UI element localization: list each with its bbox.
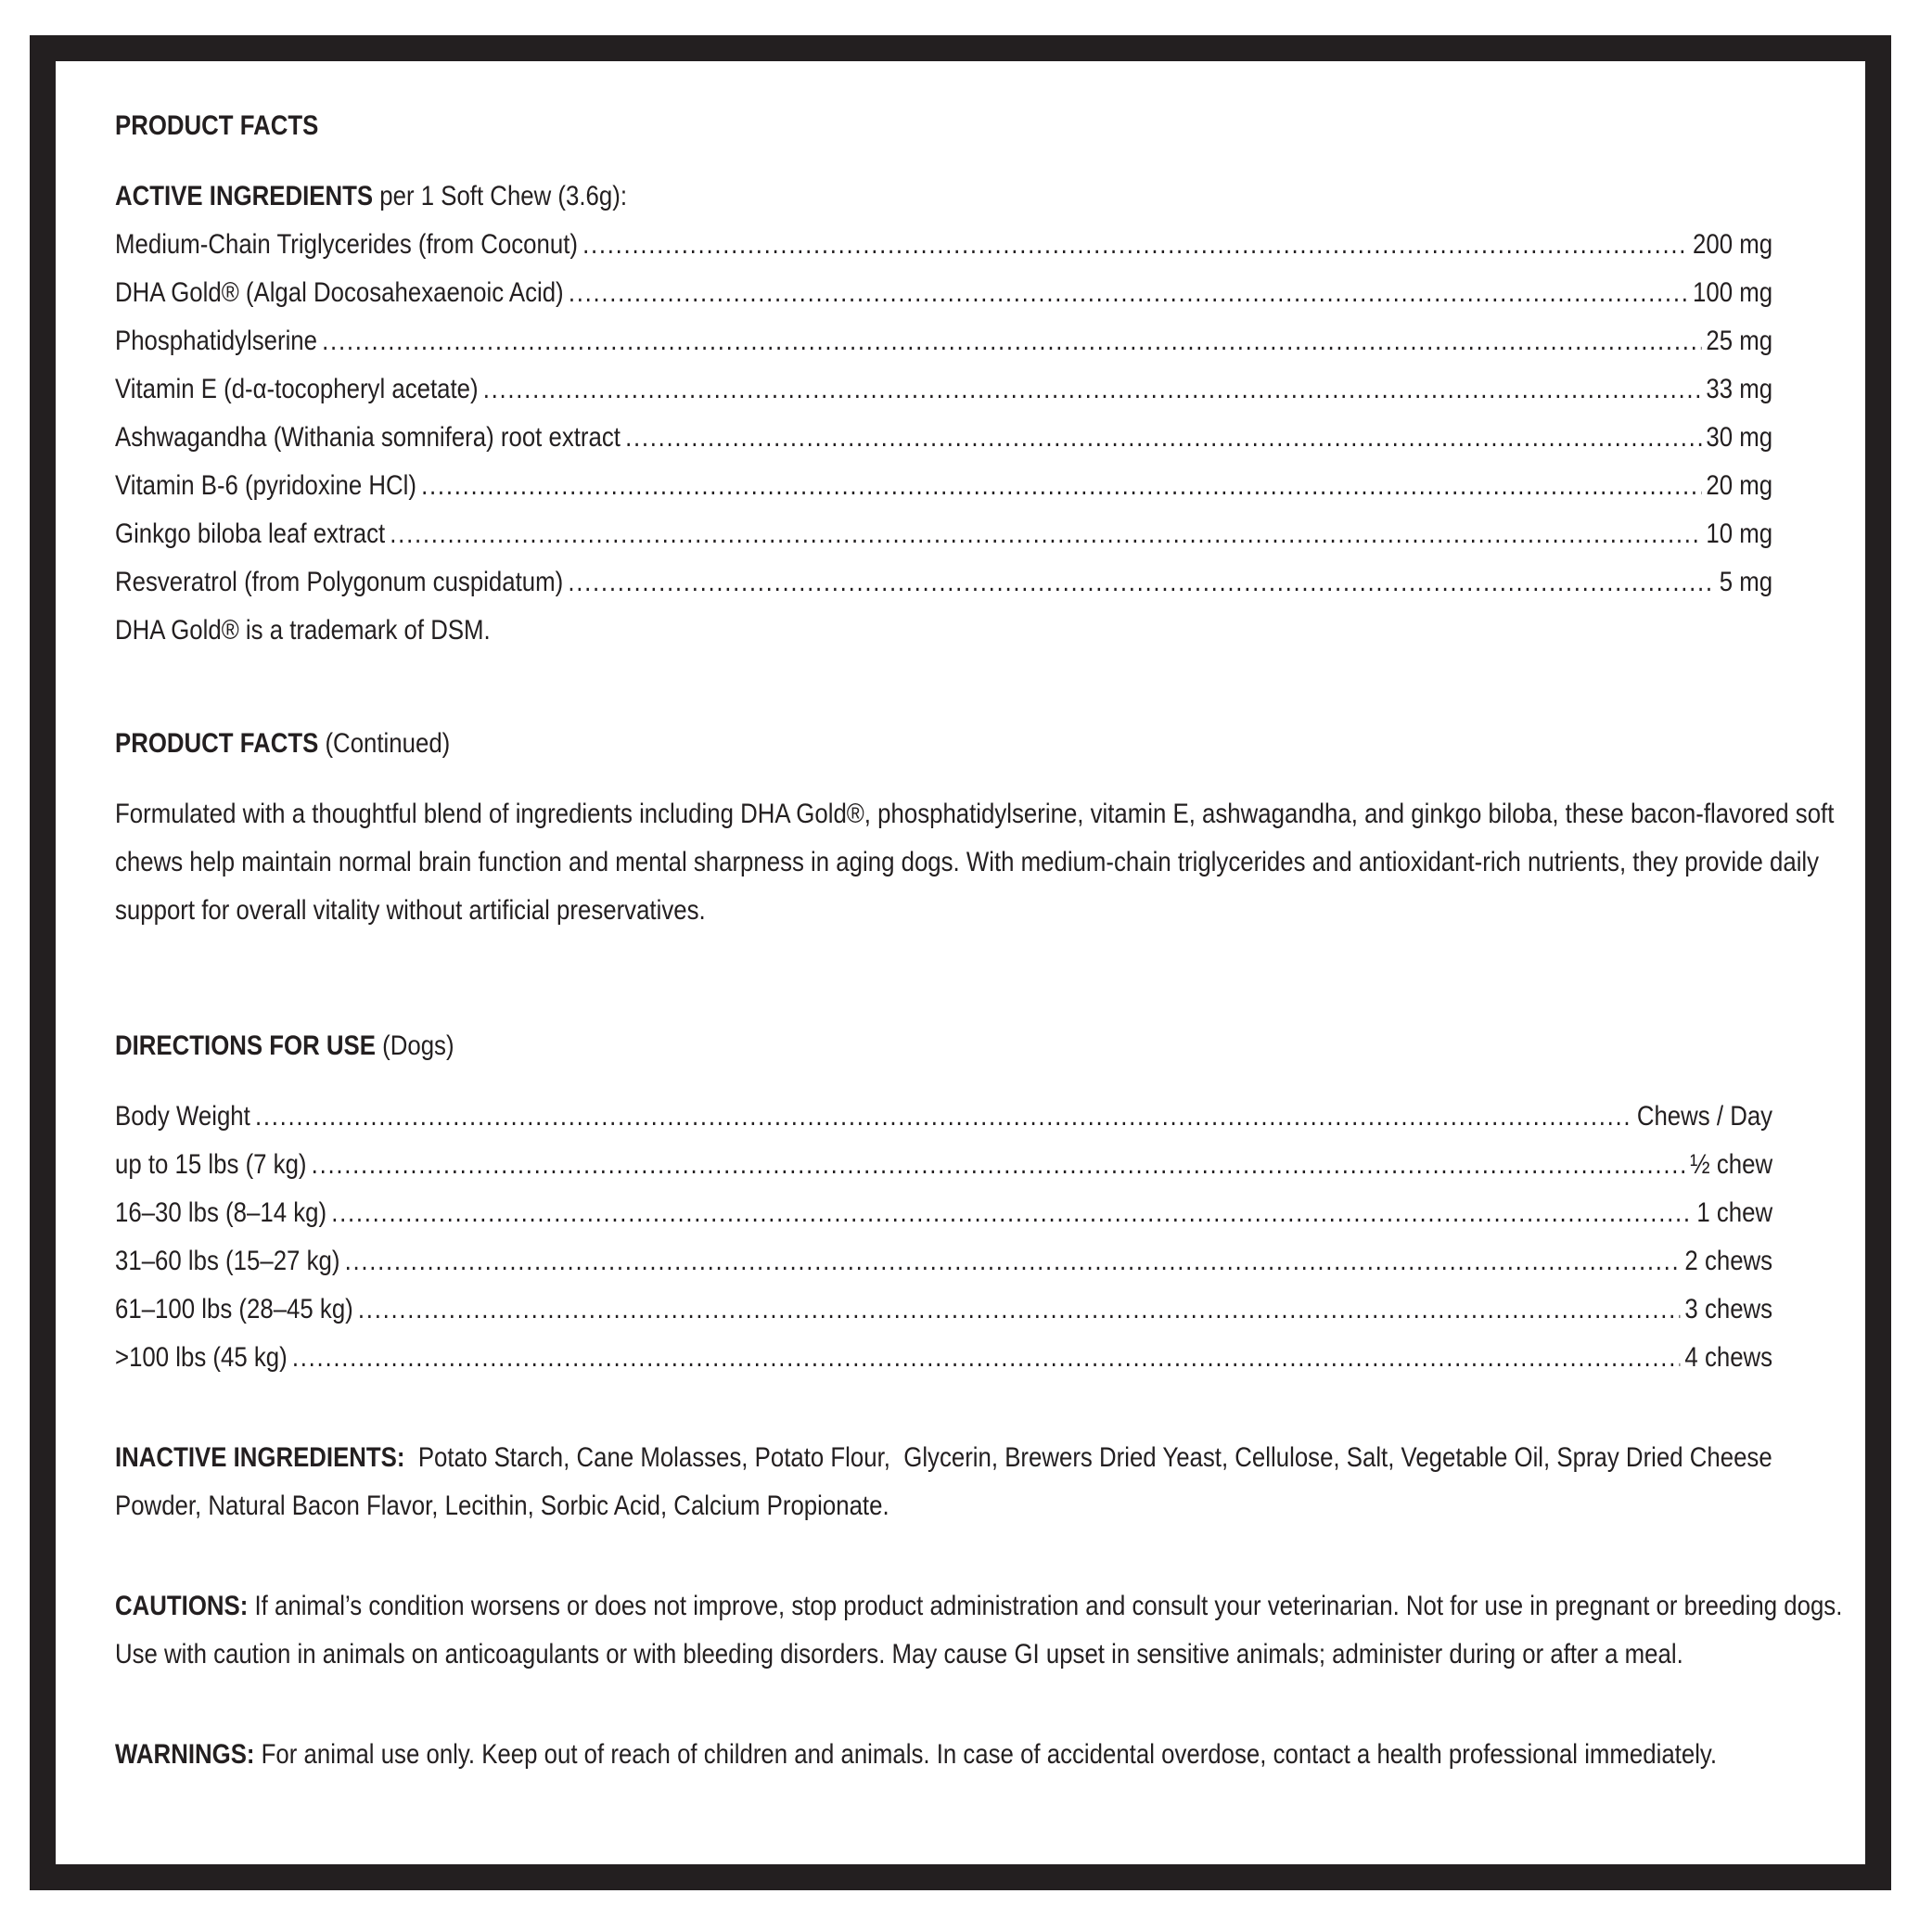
dot-leader bbox=[345, 1237, 1681, 1286]
ingredient-row bbox=[115, 269, 1772, 317]
dosage-dose: 3 chews bbox=[1684, 1294, 1773, 1324]
dosage-dose: 4 chews bbox=[1684, 1342, 1773, 1373]
dot-leader bbox=[255, 1093, 1632, 1141]
ingredient-amount: 20 mg bbox=[1706, 470, 1773, 501]
ingredient-name: Ashwagandha (Withania somnifera) root extract bbox=[115, 422, 621, 453]
ingredient-amount: 100 mg bbox=[1693, 277, 1773, 308]
dot-leader bbox=[483, 365, 1701, 414]
dosage-row bbox=[115, 1189, 1772, 1237]
directions-suffix: (Dogs) bbox=[375, 1030, 454, 1061]
dosage-dose: 2 chews bbox=[1684, 1246, 1773, 1276]
ingredient-name: Ginkgo biloba leaf extract bbox=[115, 518, 386, 549]
dosage-weight: >100 lbs (45 kg) bbox=[115, 1342, 288, 1373]
directions-title: DIRECTIONS FOR USE bbox=[115, 1030, 376, 1061]
active-ingredients-heading bbox=[115, 173, 1850, 221]
dosage-weight: up to 15 lbs (7 kg) bbox=[115, 1149, 307, 1180]
ingredient-amount: 33 mg bbox=[1706, 374, 1773, 404]
dosage-dose: 1 chew bbox=[1696, 1197, 1773, 1228]
dot-leader bbox=[421, 462, 1701, 510]
warnings bbox=[115, 1731, 1850, 1779]
dosage-header-row bbox=[115, 1093, 1772, 1141]
dot-leader bbox=[569, 269, 1688, 317]
dot-leader bbox=[625, 414, 1701, 462]
warnings-text: For animal use only. Keep out of reach of children and animals. In case of accidental overdose, contact a health professional immediately. bbox=[254, 1739, 1718, 1770]
dot-leader bbox=[568, 558, 1714, 607]
ingredient-name: DHA Gold® (Algal Docosahexaenoic Acid) bbox=[115, 277, 564, 308]
inactive-label: INACTIVE INGREDIENTS: bbox=[115, 1442, 405, 1473]
ingredient-amount: 30 mg bbox=[1706, 422, 1773, 453]
active-ingredients-label: ACTIVE INGREDIENTS bbox=[115, 181, 374, 211]
active-ingredients-serving: per 1 Soft Chew (3.6g): bbox=[373, 181, 628, 211]
dosage-weight-header: Body Weight bbox=[115, 1101, 250, 1132]
continued-heading bbox=[115, 720, 1850, 768]
dosage-weight: 31–60 lbs (15–27 kg) bbox=[115, 1246, 340, 1276]
dot-leader bbox=[312, 1141, 1685, 1189]
dot-leader bbox=[390, 510, 1701, 558]
ingredient-row bbox=[115, 510, 1772, 558]
dosage-row bbox=[115, 1141, 1772, 1189]
ingredient-row bbox=[115, 558, 1772, 607]
product-facts-title: PRODUCT FACTS bbox=[115, 110, 319, 141]
ingredient-name: Medium-Chain Triglycerides (from Coconut) bbox=[115, 229, 578, 260]
dot-leader bbox=[582, 221, 1688, 269]
dot-leader bbox=[292, 1334, 1680, 1382]
label-content bbox=[115, 102, 1843, 1779]
ingredient-amount: 25 mg bbox=[1706, 326, 1773, 356]
ingredient-name: Vitamin B-6 (pyridoxine HCl) bbox=[115, 470, 416, 501]
ingredient-row bbox=[115, 462, 1772, 510]
dosage-dose-header: Chews / Day bbox=[1636, 1101, 1773, 1132]
dosage-weight: 16–30 lbs (8–14 kg) bbox=[115, 1197, 327, 1228]
continued-suffix: (Continued) bbox=[318, 728, 451, 759]
cautions-label: CAUTIONS: bbox=[115, 1591, 249, 1621]
ingredient-row bbox=[115, 365, 1772, 414]
inactive-text: Potato Starch, Cane Molasses, Potato Flour, Glycerin, Brewers Dried Yeast, Cellulose, Salt, Vegetable Oil, Spray Dried Cheese Powder, Natural Bacon Flavor, Lecithin, Sorbic Acid, Calcium Propionate. bbox=[115, 1442, 1779, 1521]
inactive-ingredients bbox=[115, 1434, 1850, 1530]
ingredient-name: Resveratrol (from Polygonum cuspidatum) bbox=[115, 567, 564, 597]
directions-heading bbox=[115, 1022, 1850, 1070]
ingredient-amount: 5 mg bbox=[1719, 567, 1773, 597]
ingredient-name: Vitamin E (d-α-tocopheryl acetate) bbox=[115, 374, 479, 404]
trademark-note: DHA Gold® is a trademark of DSM. bbox=[115, 615, 491, 646]
dosage-row bbox=[115, 1334, 1772, 1382]
warnings-label: WARNINGS: bbox=[115, 1739, 255, 1770]
dosage-dose: ½ chew bbox=[1690, 1149, 1773, 1180]
ingredient-row bbox=[115, 317, 1772, 365]
dosage-row bbox=[115, 1286, 1772, 1334]
cautions bbox=[115, 1582, 1850, 1679]
ingredient-name: Phosphatidylserine bbox=[115, 326, 318, 356]
description-paragraph: Formulated with a thoughtful blend of ingredients including DHA Gold®, phosphatidylserine, vitamin E, ashwagandha, and ginkgo biloba, these bacon-flavored soft chews help maintain normal brain function and mental sharpness in aging dogs. With medium-chain triglycerides and antioxidant-rich nutrients, they provide daily support for overall vitality without artificial preservatives. bbox=[115, 799, 1835, 926]
dosage-weight: 61–100 lbs (28–45 kg) bbox=[115, 1294, 353, 1324]
continued-title: PRODUCT FACTS bbox=[115, 728, 319, 759]
dosage-row bbox=[115, 1237, 1772, 1286]
dot-leader bbox=[331, 1189, 1692, 1237]
dot-leader bbox=[358, 1286, 1680, 1334]
ingredient-row bbox=[115, 221, 1772, 269]
cautions-text: If animal’s condition worsens or does not improve, stop product administration and consult your veterinarian. Not for use in pregnant or breeding dogs. Use with caution in animals on anticoagulants or with bleeding disorders. May cause GI upset in sensitive animals; administer during or after a meal. bbox=[115, 1591, 1843, 1670]
ingredient-amount: 200 mg bbox=[1693, 229, 1773, 260]
ingredient-row bbox=[115, 414, 1772, 462]
dot-leader bbox=[322, 317, 1701, 365]
ingredient-amount: 10 mg bbox=[1706, 518, 1773, 549]
